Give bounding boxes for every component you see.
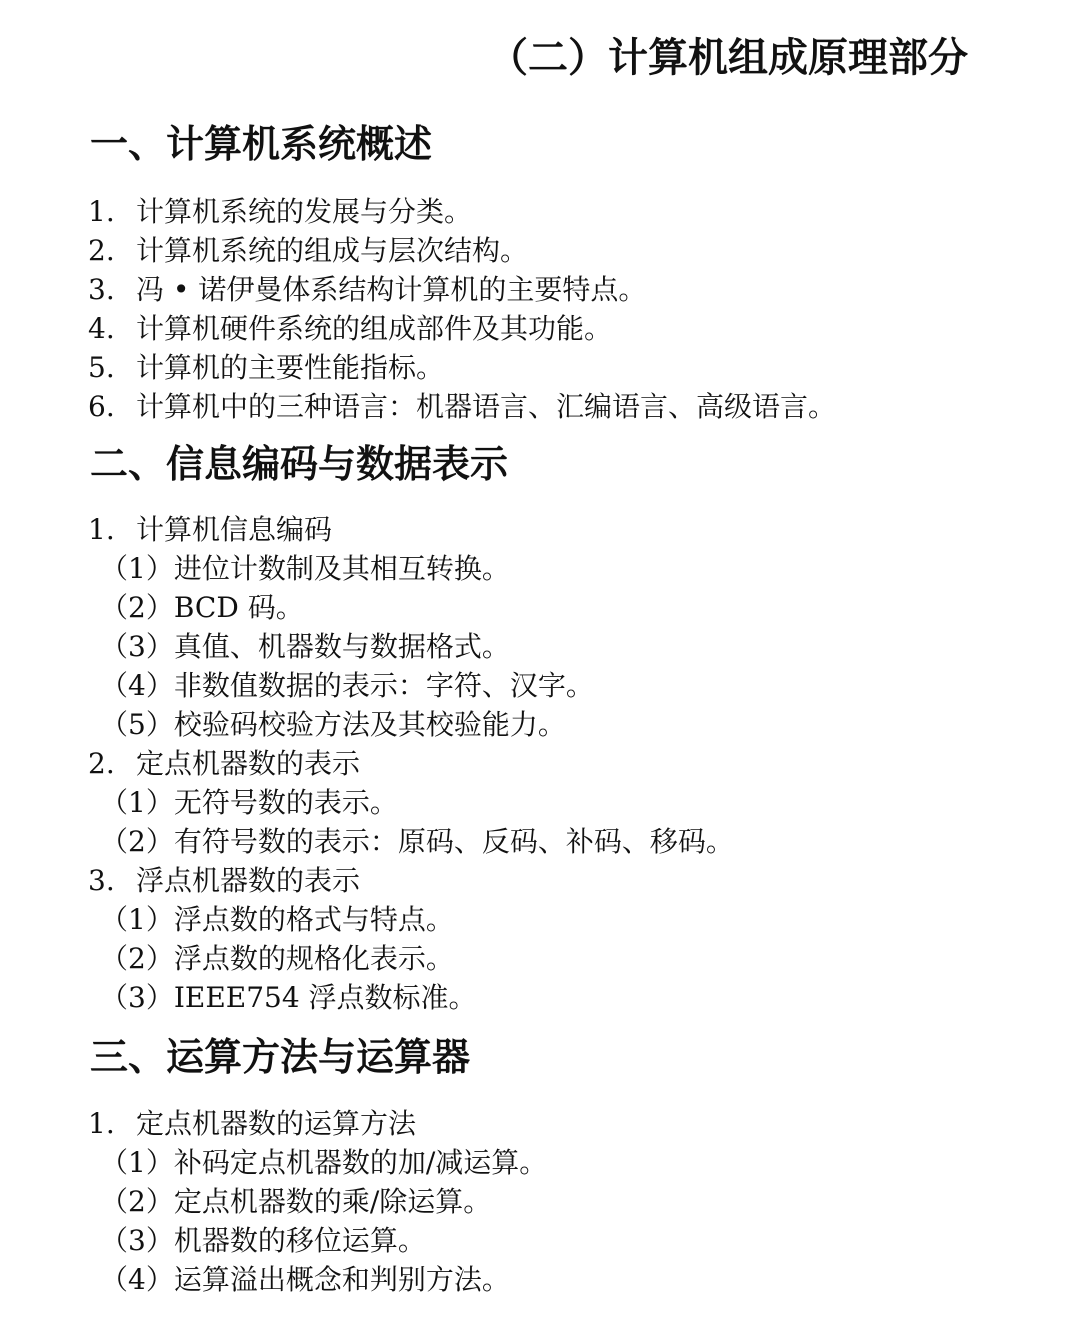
item-text: 浮点数的格式与特点。	[173, 903, 454, 936]
list-subitem	[86, 1143, 547, 1182]
item-number: （1）	[100, 1146, 174, 1179]
item-text: 浮点数的规格化表示。	[173, 942, 454, 975]
item-number: （2）	[100, 591, 174, 624]
list-subitem	[86, 588, 734, 627]
list-subitem	[86, 549, 734, 588]
item-number: 1.	[88, 1107, 115, 1140]
item-text: IEEE754 浮点数标准。	[173, 981, 477, 1014]
item-number: （4）	[100, 1263, 174, 1296]
item-number: （2）	[100, 825, 174, 858]
item-text: 计算机的主要性能指标。	[136, 351, 445, 384]
item-number: 5.	[88, 351, 115, 384]
list-item	[86, 348, 836, 387]
item-text: 浮点机器数的表示	[136, 864, 361, 897]
item-text: 冯 • 诺伊曼体系结构计算机的主要特点。	[136, 273, 647, 306]
list-item	[86, 861, 734, 900]
section-heading-encoding: 二、信息编码与数据表示	[90, 442, 509, 486]
item-text: 计算机硬件系统的组成部件及其功能。	[136, 312, 613, 345]
list-subitem	[86, 939, 734, 978]
list-subitem	[86, 783, 734, 822]
item-number: 2.	[88, 747, 115, 780]
list-item	[86, 270, 836, 309]
item-text: 真值、机器数与数据格式。	[173, 630, 510, 663]
item-text: 定点机器数的乘/除运算。	[173, 1185, 492, 1218]
item-number: 4.	[88, 312, 115, 345]
list-item	[86, 1104, 547, 1143]
item-number: （4）	[100, 669, 174, 702]
list-subitem	[86, 705, 734, 744]
item-text: 计算机中的三种语言：机器语言、汇编语言、高级语言。	[136, 390, 837, 423]
item-text: 计算机系统的组成与层次结构。	[136, 234, 529, 267]
item-number: （2）	[100, 1185, 174, 1218]
item-text: 定点机器数的表示	[136, 747, 361, 780]
item-number: 1.	[88, 195, 115, 228]
list-subitem	[86, 822, 734, 861]
list-subitem	[86, 1260, 547, 1299]
item-text: 计算机信息编码	[136, 513, 333, 546]
item-text: 机器数的移位运算。	[173, 1224, 426, 1257]
item-text: 无符号数的表示。	[173, 786, 398, 819]
item-text: 计算机系统的发展与分类。	[136, 195, 473, 228]
section-heading-arithmetic: 三、运算方法与运算器	[90, 1035, 471, 1079]
document-title: （二）计算机组成原理部分	[488, 35, 968, 81]
list-subitem	[86, 1182, 547, 1221]
list-subitem	[86, 900, 734, 939]
item-number: （1）	[100, 786, 174, 819]
item-number: 3.	[88, 864, 115, 897]
item-number: （2）	[100, 942, 174, 975]
item-number: 3.	[88, 273, 115, 306]
section-list-arithmetic	[86, 1104, 547, 1299]
item-number: 1.	[88, 513, 115, 546]
list-subitem	[86, 978, 734, 1017]
list-item	[86, 387, 836, 426]
item-number: （3）	[100, 630, 174, 663]
item-number: （3）	[100, 981, 174, 1014]
item-text: 进位计数制及其相互转换。	[173, 552, 510, 585]
item-number: （5）	[100, 708, 174, 741]
section-list-overview	[86, 192, 836, 426]
list-item	[86, 510, 734, 549]
item-text: 运算溢出概念和判别方法。	[173, 1263, 510, 1296]
list-item	[86, 231, 836, 270]
section-heading-overview: 一、计算机系统概述	[90, 122, 433, 166]
item-text: 非数值数据的表示：字符、汉字。	[173, 669, 594, 702]
item-text: 补码定点机器数的加/减运算。	[173, 1146, 548, 1179]
item-number: （3）	[100, 1224, 174, 1257]
item-number: 2.	[88, 234, 115, 267]
item-text: 定点机器数的运算方法	[136, 1107, 417, 1140]
list-item	[86, 192, 836, 231]
item-number: 6.	[88, 390, 115, 423]
section-list-encoding	[86, 510, 734, 1017]
list-subitem	[86, 666, 734, 705]
item-text: 校验码校验方法及其校验能力。	[173, 708, 566, 741]
list-subitem	[86, 627, 734, 666]
list-item	[86, 309, 836, 348]
item-text: BCD 码。	[173, 591, 304, 624]
item-text: 有符号数的表示：原码、反码、补码、移码。	[173, 825, 734, 858]
list-item	[86, 744, 734, 783]
item-number: （1）	[100, 552, 174, 585]
item-number: （1）	[100, 903, 174, 936]
list-subitem	[86, 1221, 547, 1260]
